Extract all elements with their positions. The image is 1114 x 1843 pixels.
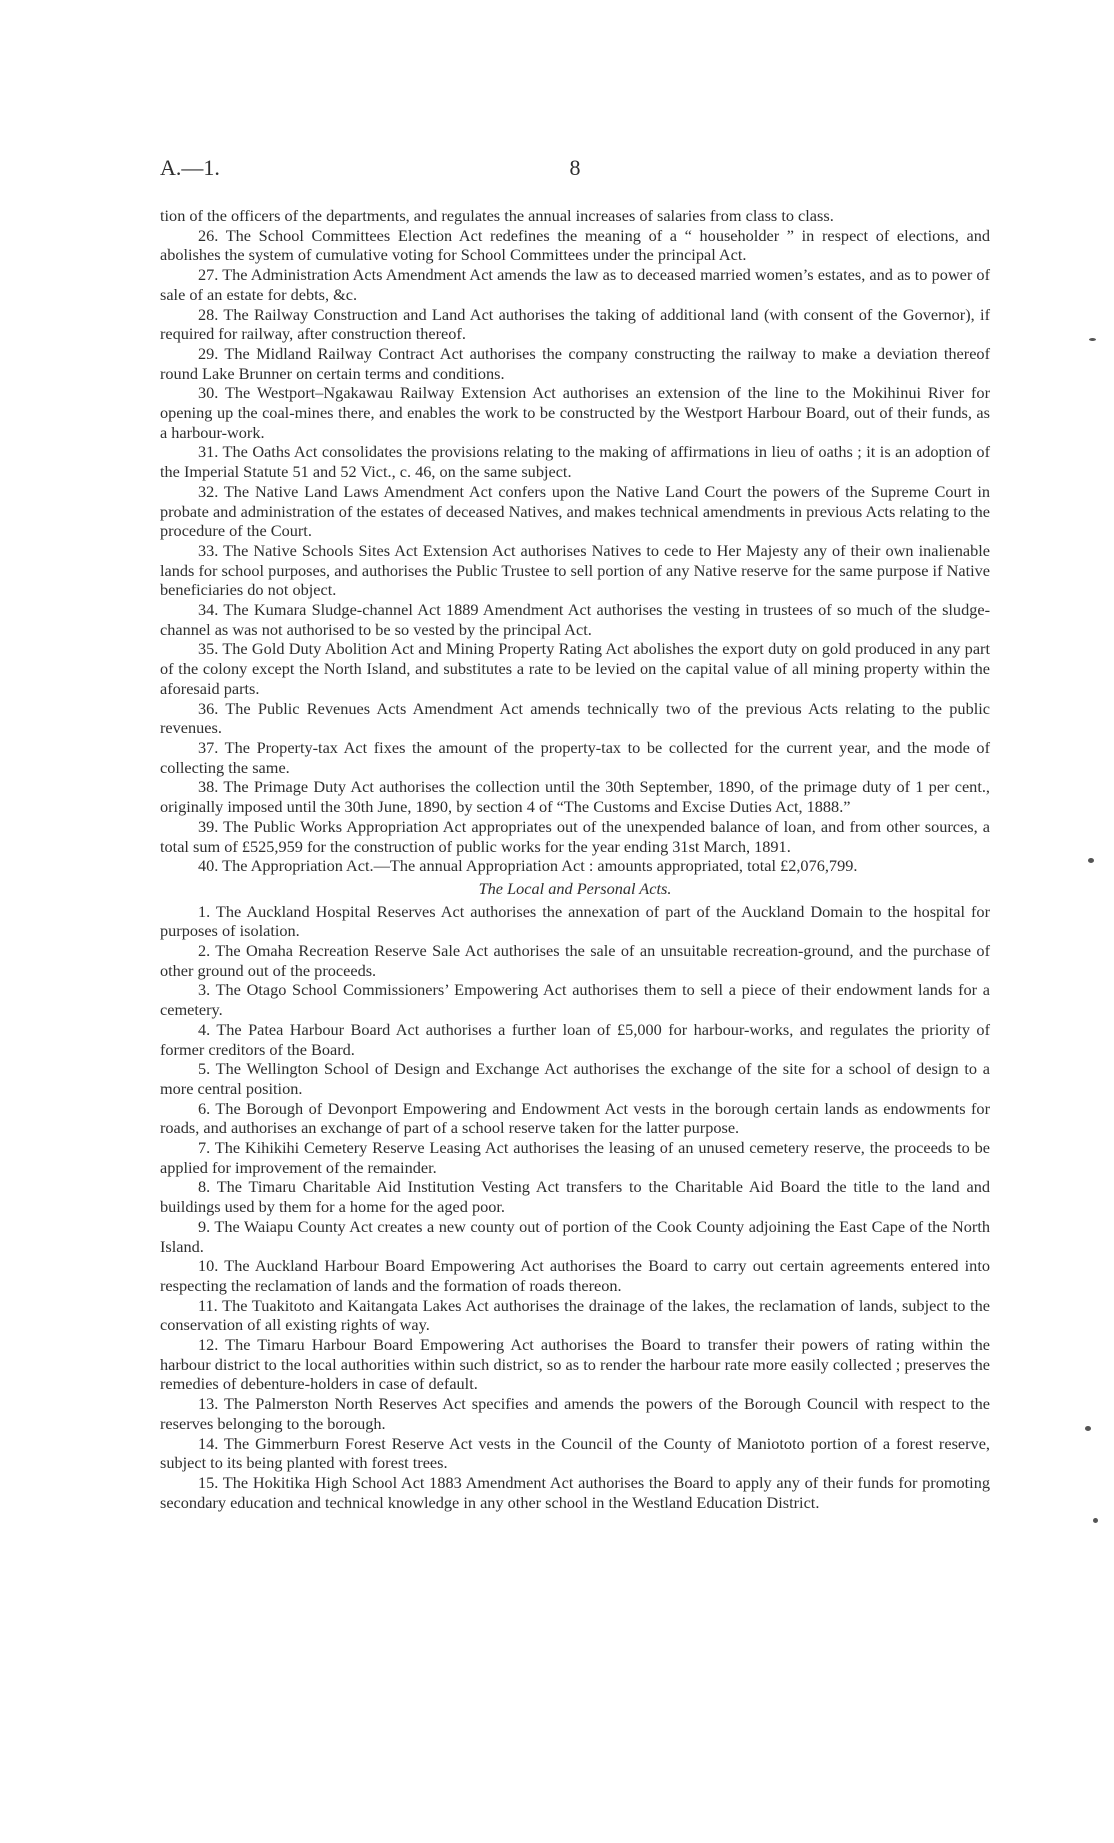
act-paragraph: 4. The Patea Harbour Board Act authorises a further loan of £5,000 for harbour-works, and regulates the priority of former creditors of the Board. xyxy=(160,1019,990,1059)
act-paragraph: 9. The Waiapu County Act creates a new county out of portion of the Cook County adjoining the East Cape of the North Island. xyxy=(160,1216,990,1256)
act-paragraph: 26. The School Committees Election Act redefines the meaning of a “ householder ” in respect of elections, and abolishes the system of cumulative voting for School Committees under the principal Act. xyxy=(160,225,990,265)
act-paragraph: 2. The Omaha Recreation Reserve Sale Act authorises the sale of an unsuitable recreation-ground, and the purchase of other ground out of the proceeds. xyxy=(160,941,990,980)
act-paragraph: 12. The Timaru Harbour Board Empowering Act authorises the Board to transfer their powers of rating within the harbour district to the local authorities within such district, so as to render the harbour rate more easily collected ; preserves the remedies of debenture-holders in case of default. xyxy=(160,1335,990,1394)
act-paragraph: 31. The Oaths Act consolidates the provisions relating to the making of affirmations in lieu of oaths ; it is an adoption of the Imperial Statute 51 and 52 Vict., c. 46, on the same subject. xyxy=(160,442,990,482)
act-paragraph: 30. The Westport–Ngakawau Railway Extension Act authorises an extension of the line to the Mokihinui River for opening up the coal-mines there, and enables the work to be constructed by the Westport Harbour Board, out of their funds, as a harbour-work. xyxy=(160,383,990,442)
act-paragraph: 35. The Gold Duty Abolition Act and Mining Property Rating Act abolishes the export duty on gold produced in any part of the colony except the North Island, and substitutes a rate to be levied on the capital value of all mining property within the aforesaid parts. xyxy=(160,639,990,698)
act-paragraph: 13. The Palmerston North Reserves Act specifies and amends the powers of the Borough Council with respect to the reserves belonging to the borough. xyxy=(160,1394,990,1433)
document-body xyxy=(160,206,990,1512)
act-paragraph: 38. The Primage Duty Act authorises the collection until the 30th September, 1890, of the primage duty of 1 per cent., originally imposed until the 30th June, 1890, by section 4 of “The Customs and Excise Duties Act, 1888.” xyxy=(160,777,990,817)
page-number: 8 xyxy=(569,155,581,180)
scan-speck xyxy=(1093,1518,1098,1523)
public-acts-list xyxy=(160,226,990,876)
act-paragraph: 29. The Midland Railway Contract Act authorises the company constructing the railway to make a deviation thereof round Lake Brunner on certain terms and conditions. xyxy=(160,343,990,383)
act-paragraph: 40. The Appropriation Act.—The annual Appropriation Act : amounts appropriated, total £2,076,799. xyxy=(198,856,858,876)
act-paragraph: 34. The Kumara Sludge-channel Act 1889 Amendment Act authorises the vesting in trustees of so much of the sludge-channel as was not authorised to be so vested by the principal Act. xyxy=(160,600,990,639)
act-paragraph: 10. The Auckland Harbour Board Empowering Act authorises the Board to carry out certain agreements entered into respecting the reclamation of lands and the formation of roads thereon. xyxy=(160,1256,990,1295)
act-paragraph: 37. The Property-tax Act fixes the amount of the property-tax to be collected for the current year, and the mode of collecting the same. xyxy=(160,737,990,777)
act-paragraph: 15. The Hokitika High School Act 1883 Amendment Act authorises the Board to apply any of their funds for promoting secondary education and technical knowledge in any other school in the Westland Education District. xyxy=(160,1473,990,1512)
act-paragraph: 39. The Public Works Appropriation Act appropriates out of the unexpended balance of loan, and from other sources, a total sum of £525,959 for the construction of public works for the year ending 31st March, 1891. xyxy=(160,816,990,856)
continued-paragraph: tion of the officers of the departments, and regulates the annual increases of salaries from class to class. xyxy=(160,206,834,225)
act-paragraph: 32. The Native Land Laws Amendment Act confers upon the Native Land Court the powers of the Supreme Court in probate and administration of the estates of deceased Natives, and makes technical amendments in previous Acts relating to the procedure of the Court. xyxy=(160,481,990,541)
act-paragraph: 27. The Administration Acts Amendment Act amends the law as to deceased married women’s estates, and as to power of sale of an estate for debts, &c. xyxy=(160,265,990,304)
local-acts-list xyxy=(160,902,990,1513)
scan-speck xyxy=(1088,858,1094,863)
act-paragraph: 8. The Timaru Charitable Aid Institution Vesting Act transfers to the Charitable Aid Board the title to the land and buildings used by them for a home for the aged poor. xyxy=(160,1177,990,1217)
document-reference: A.—1. xyxy=(160,155,220,180)
act-paragraph: 6. The Borough of Devonport Empowering and Endowment Act vests in the borough certain lands as endowments for roads, and authorises an exchange of part of a school reserve taken for the latter purpose. xyxy=(160,1098,990,1138)
act-paragraph: 28. The Railway Construction and Land Act authorises the taking of additional land (with consent of the Governor), if required for railway, after construction thereof. xyxy=(160,304,990,344)
act-paragraph: 7. The Kihikihi Cemetery Reserve Leasing Act authorises the leasing of an unused cemetery reserve, the proceeds to be applied for improvement of the remainder. xyxy=(160,1138,990,1177)
act-paragraph: 5. The Wellington School of Design and Exchange Act authorises the exchange of the site for a school of design to a more central position. xyxy=(160,1059,990,1098)
act-paragraph: 3. The Otago School Commissioners’ Empowering Act authorises them to sell a piece of their endowment lands for a cemetery. xyxy=(160,980,990,1020)
scan-speck xyxy=(1089,338,1096,341)
act-paragraph: 33. The Native Schools Sites Act Extension Act authorises Natives to cede to Her Majesty any of their own inalienable lands for school purposes, and authorises the Public Trustee to sell portion of any Native reserve for the same purpose if Native beneficiaries do not object. xyxy=(160,540,990,600)
act-paragraph: 11. The Tuakitoto and Kaitangata Lakes Act authorises the drainage of the lakes, the reclamation of lands, subject to the conservation of all existing rights of way. xyxy=(160,1295,990,1335)
page-header xyxy=(160,155,990,189)
act-paragraph: 36. The Public Revenues Acts Amendment Act amends technically two of the previous Acts relating to the public revenues. xyxy=(160,698,990,738)
scan-speck xyxy=(1085,1426,1091,1431)
section-heading: The Local and Personal Acts. xyxy=(478,878,672,898)
act-paragraph: 1. The Auckland Hospital Reserves Act authorises the annexation of part of the Auckland Domain to the hospital for purposes of isolation. xyxy=(160,901,990,941)
act-paragraph: 14. The Gimmerburn Forest Reserve Act vests in the Council of the County of Maniototo portion of a forest reserve, subject to its being planted with forest trees. xyxy=(160,1433,990,1473)
